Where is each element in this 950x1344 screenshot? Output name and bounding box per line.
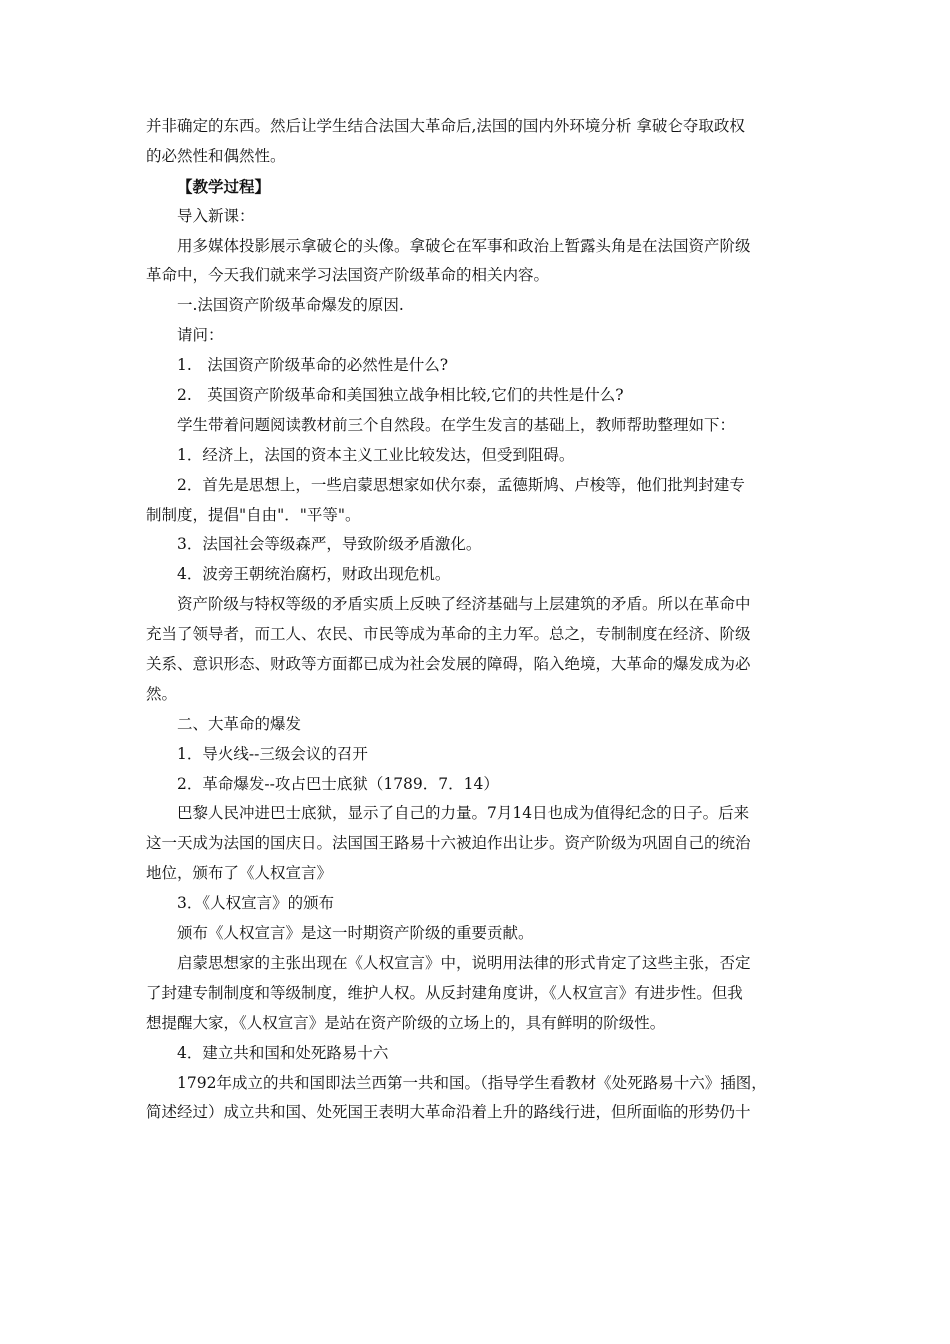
paragraph-line: 制制度，提倡"自由"．"平等"。 (146, 505, 361, 524)
paragraph-line: 启蒙思想家的主张出现在《人权宣言》中，说明用法律的形式肯定了这些主张，否定 (177, 953, 751, 972)
paragraph-line: 并非确定的东西。然后让学生结合法国大革命后,法国的国内外环境分析 拿破仑夺取政权 (146, 117, 745, 135)
paragraph-line: 这一天成为法国的国庆日。法国国王路易十六被迫作出让步。资产阶级为巩固自己的统治 (146, 834, 751, 853)
paragraph-line: 的必然性和偶然性。 (146, 146, 286, 165)
paragraph-line: 2．革命爆发--攻占巴士底狱（1789．7．14） (177, 774, 499, 793)
paragraph-line: 想提醒大家，《人权宣言》是站在资产阶级的立场上的，具有鲜明的阶级性。 (146, 1013, 666, 1032)
paragraph-line: 1．导火线--三级会议的召开 (177, 744, 368, 763)
paragraph-line: 二、大革命的爆发 (177, 714, 302, 733)
paragraph-line: 关系、意识形态、财政等方面都已成为社会发展的障碍，陷入绝境，大革命的爆发成为必 (146, 655, 751, 674)
paragraph-line: 充当了领导者，而工人、农民、市民等成为革命的主力军。总之，专制制度在经济、阶级 (146, 625, 751, 644)
paragraph-line: 简述经过）成立共和国、处死国王表明大革命沿着上升的路线行进，但所面临的形势仍十 (146, 1103, 751, 1122)
paragraph-line: 资产阶级与特权等级的矛盾实质上反映了经济基础与上层建筑的矛盾。所以在革命中 (177, 595, 751, 614)
paragraph-line: 2. 英国资产阶级革命和美国独立战争相比较,它们的共性是什么? (177, 386, 624, 405)
paragraph-line: 一.法国资产阶级革命爆发的原因. (177, 296, 404, 315)
paragraph-line: 3．法国社会等级森严，导致阶级矛盾激化。 (177, 535, 482, 554)
paragraph-line: 1792年成立的共和国即法兰西第一共和国。（指导学生看教材《处死路易十六》插图， (177, 1073, 767, 1092)
paragraph-line: 了封建专制制度和等级制度，维护人权。从反封建角度讲，《人权宣言》有进步性。但我 (146, 983, 743, 1002)
section-heading: 【教学过程】 (177, 176, 271, 196)
paragraph-line: 导入新课： (177, 206, 255, 225)
paragraph-line: 革命中，今天我们就来学习法国资产阶级革命的相关内容。 (146, 266, 550, 285)
paragraph-line: 学生带着问题阅读教材前三个自然段。在学生发言的基础上，教师帮助整理如下： (177, 415, 736, 434)
document-body (146, 112, 826, 1128)
paragraph-line: 巴黎人民冲进巴士底狱，显示了自己的力量。7月14日也成为值得纪念的日子。后来 (177, 804, 750, 823)
paragraph-line: 1. 法国资产阶级革命的必然性是什么? (177, 356, 449, 375)
paragraph-line: 请问： (177, 326, 224, 345)
paragraph-line: 1．经济上，法国的资本主义工业比较发达，但受到阻碍。 (177, 445, 575, 464)
paragraph-line: 颁布《人权宣言》是这一时期资产阶级的重要贡献。 (177, 924, 534, 943)
paragraph-line: 用多媒体投影展示拿破仑的头像。拿破仑在军事和政治上暂露头角是在法国资产阶级 (177, 236, 751, 255)
paragraph-line: 地位，颁布了《人权宣言》 (146, 864, 333, 883)
paragraph-line: 4．建立共和国和处死路易十六 (177, 1043, 389, 1062)
paragraph-line: 2．首先是思想上，一些启蒙思想家如伏尔泰，孟德斯鸠、卢梭等，他们批判封建专 (177, 475, 745, 494)
paragraph-line: 4．波旁王朝统治腐朽，财政出现危机。 (177, 565, 451, 584)
paragraph-line: 然。 (146, 684, 178, 703)
paragraph-line: 3．《人权宣言》的颁布 (177, 894, 335, 913)
